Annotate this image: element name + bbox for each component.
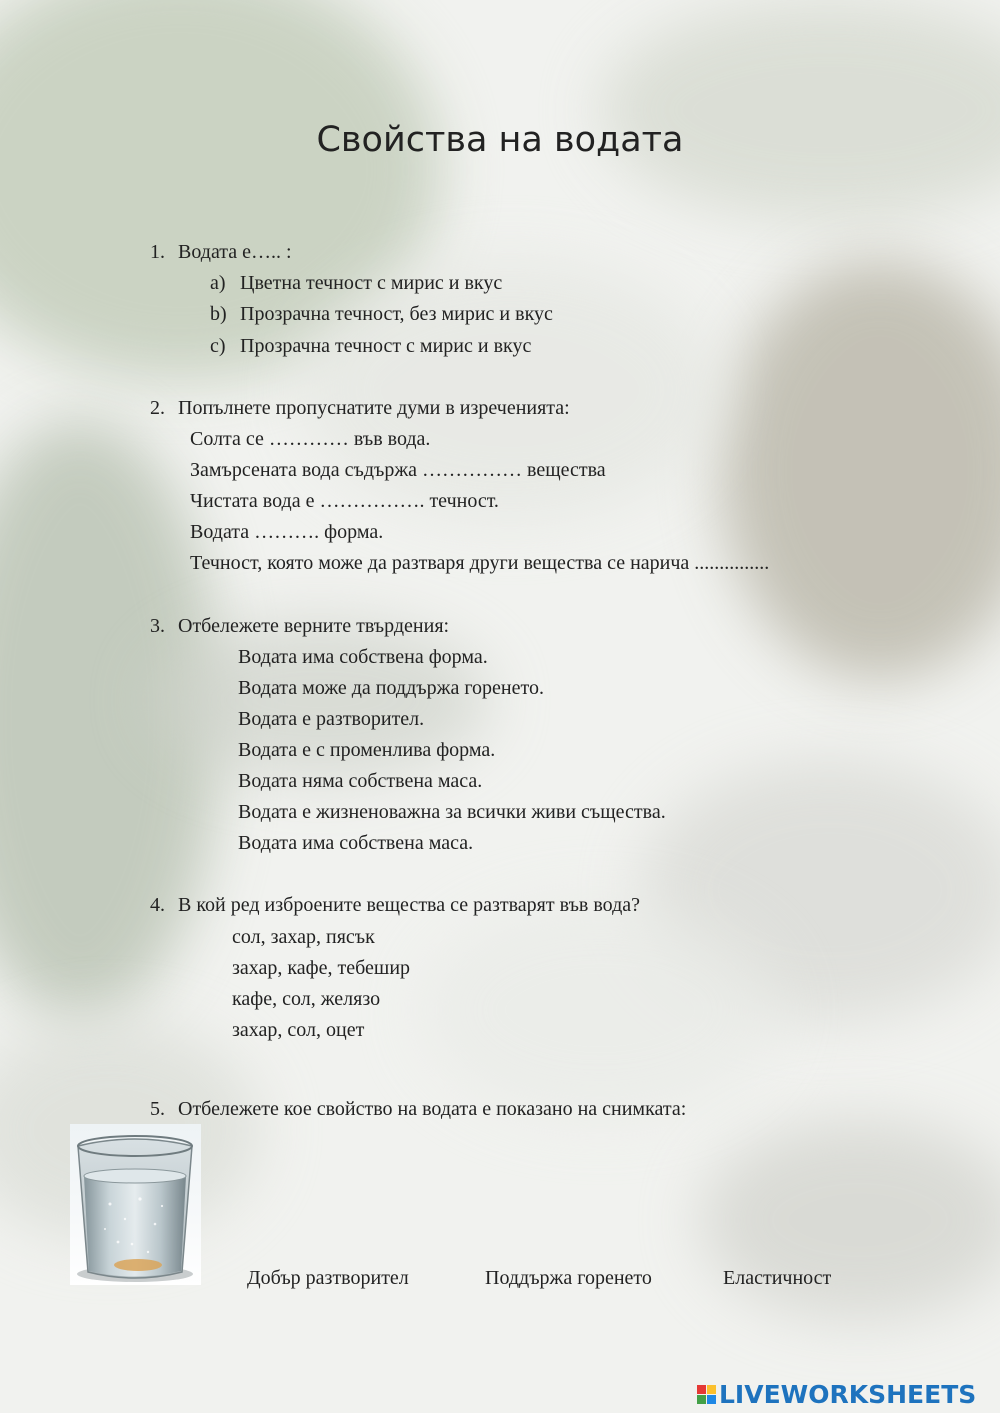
option-letter: c) — [210, 335, 226, 357]
page-title: Свойства на водата — [316, 120, 684, 160]
q5-choice-elasticity[interactable]: Еластичност — [723, 1267, 832, 1289]
question-number: 4. — [150, 894, 165, 916]
q5-choice-good-solvent[interactable]: Добър разтворител — [247, 1267, 409, 1289]
option-text: Прозрачна течност с мирис и вкус — [240, 335, 532, 357]
question-3 — [150, 614, 449, 638]
option-text: Цветна течност с мирис и вкус — [240, 272, 503, 294]
q3-statement[interactable]: Водата е разтворител. — [238, 708, 425, 730]
q4-option[interactable]: сол, захар, пясък — [232, 926, 375, 948]
liveworksheets-logo[interactable] — [697, 1378, 976, 1410]
q1-option-b[interactable] — [210, 302, 553, 326]
q3-statement[interactable]: Водата има собствена маса. — [238, 832, 474, 854]
logo-text: LIVEWORKSHEETS — [719, 1379, 977, 1409]
question-1-prompt: Водата е….. : — [178, 241, 292, 263]
question-1 — [150, 240, 292, 264]
q2-sentence-2[interactable]: Замърсената вода съдържа …………… вещества — [190, 459, 606, 481]
question-5 — [150, 1097, 686, 1121]
question-number: 5. — [150, 1098, 165, 1120]
q1-option-c[interactable] — [210, 334, 531, 358]
option-letter: a) — [210, 272, 226, 294]
q2-sentence-4[interactable]: Водата ………. форма. — [190, 521, 384, 543]
q4-option[interactable]: кафе, сол, желязо — [232, 988, 381, 1010]
question-4-prompt: В кой ред изброените вещества се разтварят във вода? — [178, 894, 641, 916]
q2-sentence-3[interactable]: Чистата вода е ……………. течност. — [190, 490, 499, 512]
question-number: 2. — [150, 397, 165, 419]
q3-statement[interactable]: Водата е с променлива форма. — [238, 739, 496, 761]
question-2 — [150, 396, 570, 420]
water-glass-icon — [70, 1124, 201, 1285]
question-2-prompt: Попълнете пропуснатите думи в изреченията: — [178, 397, 570, 419]
question-number: 3. — [150, 615, 165, 637]
q1-option-a[interactable] — [210, 271, 502, 295]
q4-option[interactable]: захар, сол, оцет — [232, 1019, 365, 1041]
q3-statement[interactable]: Водата няма собствена маса. — [238, 770, 483, 792]
q4-option[interactable]: захар, кафе, тебешир — [232, 957, 411, 979]
option-text: Прозрачна течност, без мирис и вкус — [240, 303, 553, 325]
q2-sentence-1[interactable]: Солта се ………… във вода. — [190, 428, 431, 450]
q5-choice-supports-burning[interactable]: Поддържа горенето — [485, 1267, 652, 1289]
q3-statement[interactable]: Водата може да поддържа горенето. — [238, 677, 544, 699]
q3-statement[interactable]: Водата е жизненоважна за всички живи същества. — [238, 801, 666, 823]
question-number: 1. — [150, 241, 165, 263]
option-letter: b) — [210, 303, 227, 325]
logo-mark-icon — [697, 1385, 716, 1404]
question-3-prompt: Отбележете верните твърдения: — [178, 615, 450, 637]
q2-sentence-5[interactable]: Течност, която може да разтваря други вещества се нарича ............... — [190, 552, 770, 574]
question-4 — [150, 893, 640, 917]
question-5-prompt: Отбележете кое свойство на водата е показано на снимката: — [178, 1098, 687, 1120]
q3-statement[interactable]: Водата има собствена форма. — [238, 646, 488, 668]
water-glass-photo — [70, 1124, 201, 1285]
